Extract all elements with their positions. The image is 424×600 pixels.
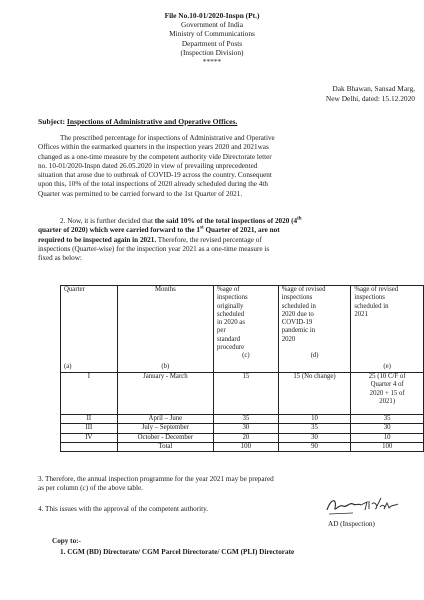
subject-label: Subject:: [38, 117, 65, 126]
paragraph-1: [38, 134, 390, 199]
header-d-line: inspections: [281, 294, 313, 302]
cell-e-line: 2020 + 15 of: [369, 389, 405, 397]
header-months-label: Months: [154, 286, 176, 293]
table-header-row: [61, 286, 424, 373]
paragraph-2: [38, 217, 390, 263]
p2-line-3: [38, 236, 390, 245]
p2-bold-text: the said 10% of the total inspections of 2020 (4: [154, 217, 298, 225]
cell-col-d: 10: [278, 415, 351, 424]
signatory-title: AD (Inspection): [328, 520, 375, 528]
p2-bold-text: Quarter of 2021, are not: [203, 226, 280, 235]
p3-line: 3. Therefore, the annual inspection programme for the year 2021 may be prepared: [38, 475, 274, 483]
p1-line: no. 10-01/2020-Inspn dated 26.05.2020 in view of prevailing unprecedented: [38, 161, 258, 170]
p2-text: Therefore, the revised percentage of: [156, 235, 262, 244]
paragraph-3: [38, 475, 390, 494]
p2-bold-text: required to be inspected again in 2021.: [38, 235, 157, 244]
cell-quarter: II: [61, 415, 118, 424]
cell-months: July – September: [117, 424, 213, 433]
file-number: File No.10-01/2020-Inspn (Pt.): [164, 11, 260, 20]
paragraph-4: 4. This issues with the approval of the competent authority.: [38, 505, 209, 513]
header-e-line: %age of revised: [354, 286, 399, 293]
header-e-line: 2021: [354, 310, 368, 318]
header-d-line: %age of revised: [281, 286, 326, 293]
header-c-line: scheduled: [217, 310, 245, 318]
p1-line: Quarter was permitted to be carried forward to the 1st Quarter of 2021.: [38, 189, 243, 198]
cell-total-e: 100: [351, 442, 424, 451]
header-d-line: scheduled in: [281, 302, 316, 310]
cell-e-line: 25 (10 C/F of: [368, 373, 406, 380]
table-row: [61, 433, 424, 442]
p2-line-2: [38, 226, 390, 235]
copy-to-label: Copy to:-: [52, 537, 81, 545]
address-city-date: New Delhi, dated: 15.12.2020: [325, 93, 415, 103]
header-c-line: standard: [217, 335, 241, 343]
cell-total-c: 100: [214, 442, 279, 451]
header-c-line: originally: [217, 302, 244, 310]
p2-superscript: st: [200, 225, 204, 231]
header-quarter: [61, 286, 118, 373]
cell-col-d: 30: [278, 433, 351, 442]
header-d-line: COVID-19: [281, 319, 313, 327]
header-col-c: [214, 286, 279, 373]
column-letter-c: (c): [242, 352, 250, 360]
inspection-table: [60, 285, 424, 452]
cell-col-e: 35: [351, 415, 424, 424]
p2-text: 2. Now, it is further decided that: [60, 217, 155, 225]
cell-months: October - December: [117, 433, 213, 442]
cell-col-c: 30: [214, 424, 279, 433]
subject-line: [38, 117, 237, 126]
letterhead-stars: *****: [202, 57, 222, 67]
column-letter-b: (b): [161, 362, 170, 370]
cell-total-label: Total: [117, 442, 213, 451]
cell-col-e: [351, 373, 424, 415]
cell-months: April – June: [117, 415, 213, 424]
column-letter-a: (a): [64, 362, 72, 370]
header-e-line: inspections: [354, 294, 385, 302]
header-c-line: inspections: [217, 294, 248, 302]
p2-superscript: th: [297, 216, 302, 222]
cell-e-line: Quarter 4 of: [370, 381, 404, 389]
header-c-line: in 2020 as: [217, 319, 245, 327]
cell-months: January - March: [117, 373, 213, 415]
cell-col-c: 15: [214, 373, 279, 415]
cell-col-c: 20: [214, 433, 279, 442]
letterhead: [0, 11, 424, 66]
cell-e-line: 2021): [379, 397, 396, 405]
p1-line: upon this, 10% of the total inspections of 2020 already scheduled during the 4th: [38, 180, 268, 189]
p2-line-4: inspections (Quarter-wise) for the inspection year 2021 as a one-time measure is: [38, 244, 270, 253]
header-quarter-label: Quarter: [64, 286, 85, 293]
p3-line: as per column (c) of the above table.: [38, 484, 143, 493]
p1-line: situation that arose due to outbreak of COVID-19 across the country. Consequent: [38, 171, 272, 180]
table-row: [61, 424, 424, 433]
cell-col-e: 30: [351, 424, 424, 433]
column-letter-d: (d): [310, 352, 319, 360]
header-d-line: 2020 due to: [281, 310, 314, 318]
letterhead-line-3: Department of Posts: [181, 38, 243, 48]
header-c-line: per: [217, 327, 226, 335]
letterhead-line-2: Ministry of Communications: [169, 29, 255, 39]
header-c-line: procedure: [217, 344, 245, 352]
header-c-line: %age of: [217, 286, 240, 293]
header-months: [117, 286, 213, 373]
p2-bold-text: quarter of 2020) which were carried forward to the 1: [38, 226, 201, 235]
cell-quarter: III: [61, 424, 118, 433]
letterhead-line-1: Government of India: [181, 20, 243, 30]
header-d-line: pandemic in: [281, 327, 316, 335]
p1-line: changed as a one-time measure by the competent authority vide Directorate letter: [38, 152, 272, 161]
cell-empty: [61, 442, 118, 451]
handwritten-signature: [323, 494, 403, 516]
table-row: [61, 373, 424, 415]
cell-col-d: 15 (No change): [278, 373, 351, 415]
header-e-line: scheduled in: [354, 302, 389, 310]
p2-line-1: [38, 217, 390, 226]
subject-text: Inspections of Administrative and Operative Offices.: [66, 117, 238, 126]
letterhead-line-4: (Inspection Division): [180, 47, 244, 57]
column-letter-e: (e): [383, 362, 391, 370]
cell-col-d: 35: [278, 424, 351, 433]
table-row: [61, 415, 424, 424]
cell-total-d: 90: [278, 442, 351, 451]
p1-line: The prescribed percentage for inspections of Administrative and Operative: [60, 134, 275, 142]
table-total-row: [61, 442, 424, 451]
cell-quarter: I: [61, 373, 118, 415]
cell-col-c: 35: [214, 415, 279, 424]
address-place: Dak Bhawan, Sansad Marg,: [332, 84, 415, 93]
header-col-d: [278, 286, 351, 373]
header-d-line: 2020: [281, 335, 296, 343]
address-block: [255, 84, 415, 103]
cell-col-e: 10: [351, 433, 424, 442]
header-col-e: [351, 286, 424, 373]
cell-quarter: IV: [61, 433, 118, 442]
copy-to-item: 1. CGM (BD) Directorate/ CGM Parcel Directorate/ CGM (PLI) Directorate: [60, 548, 295, 556]
p1-line: Offices within the earmarked quarters in the inspection years 2020 and 2021was: [38, 143, 269, 152]
p2-line-5: fixed as below:: [38, 254, 82, 263]
